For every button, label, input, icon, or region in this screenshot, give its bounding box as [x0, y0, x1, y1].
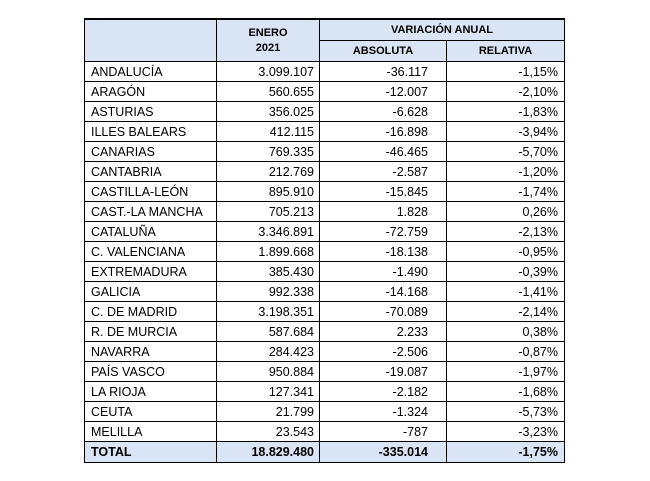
- region-cell: NAVARRA: [85, 342, 217, 362]
- absoluta-value-cell: -335.014: [320, 442, 447, 463]
- absoluta-value-cell: -19.087: [320, 362, 447, 382]
- absoluta-value-cell: 2.233: [320, 322, 447, 342]
- relativa-value-cell: -1,68%: [447, 382, 565, 402]
- table-row: [85, 362, 565, 382]
- absoluta-value-cell: -1.490: [320, 262, 447, 282]
- table-row: [85, 302, 565, 322]
- table-header: [85, 19, 565, 62]
- absoluta-value-cell: -46.465: [320, 142, 447, 162]
- total-row: [85, 442, 565, 463]
- absoluta-value-cell: -70.089: [320, 302, 447, 322]
- enero-2021-column-header: [217, 19, 320, 62]
- table-body: [85, 62, 565, 463]
- region-cell: C. VALENCIANA: [85, 242, 217, 262]
- region-cell: MELILLA: [85, 422, 217, 442]
- absoluta-value-cell: -787: [320, 422, 447, 442]
- relativa-value-cell: -1,15%: [447, 62, 565, 82]
- region-column-header: [85, 19, 217, 62]
- absoluta-value-cell: -72.759: [320, 222, 447, 242]
- relativa-value-cell: -3,94%: [447, 122, 565, 142]
- table-row: [85, 262, 565, 282]
- table-row: [85, 382, 565, 402]
- region-cell: C. DE MADRID: [85, 302, 217, 322]
- region-cell: CATALUÑA: [85, 222, 217, 242]
- enero-value-cell: 356.025: [217, 102, 320, 122]
- relativa-value-cell: -0,39%: [447, 262, 565, 282]
- absoluta-value-cell: 1.828: [320, 202, 447, 222]
- table-row: [85, 242, 565, 262]
- regional-data-table: [84, 18, 565, 463]
- enero-value-cell: 21.799: [217, 402, 320, 422]
- absoluta-column-header: ABSOLUTA: [320, 41, 447, 62]
- enero-value-cell: 769.335: [217, 142, 320, 162]
- enero-value-cell: 3.198.351: [217, 302, 320, 322]
- relativa-value-cell: -2,10%: [447, 82, 565, 102]
- table-row: [85, 82, 565, 102]
- absoluta-value-cell: -14.168: [320, 282, 447, 302]
- relativa-value-cell: -5,73%: [447, 402, 565, 422]
- relativa-value-cell: -0,87%: [447, 342, 565, 362]
- relativa-value-cell: -1,75%: [447, 442, 565, 463]
- region-cell: PAÍS VASCO: [85, 362, 217, 382]
- table-row: [85, 222, 565, 242]
- region-cell: ANDALUCÍA: [85, 62, 217, 82]
- table-row: [85, 102, 565, 122]
- absoluta-value-cell: -18.138: [320, 242, 447, 262]
- enero-value-cell: 1.899.668: [217, 242, 320, 262]
- absoluta-value-cell: -15.845: [320, 182, 447, 202]
- absoluta-value-cell: -16.898: [320, 122, 447, 142]
- region-cell: CASTILLA-LEÓN: [85, 182, 217, 202]
- region-cell: GALICIA: [85, 282, 217, 302]
- region-cell: LA RIOJA: [85, 382, 217, 402]
- relativa-value-cell: -1,20%: [447, 162, 565, 182]
- enero-value-cell: 992.338: [217, 282, 320, 302]
- relativa-value-cell: -2,14%: [447, 302, 565, 322]
- enero-value-cell: 3.346.891: [217, 222, 320, 242]
- absoluta-value-cell: -2.182: [320, 382, 447, 402]
- relativa-value-cell: 0,38%: [447, 322, 565, 342]
- enero-value-cell: 705.213: [217, 202, 320, 222]
- table-row: [85, 182, 565, 202]
- enero-value-cell: 18.829.480: [217, 442, 320, 463]
- region-cell: CEUTA: [85, 402, 217, 422]
- relativa-value-cell: -1,41%: [447, 282, 565, 302]
- relativa-value-cell: -5,70%: [447, 142, 565, 162]
- region-cell: CANTABRIA: [85, 162, 217, 182]
- table-row: [85, 342, 565, 362]
- region-cell: ILLES BALEARS: [85, 122, 217, 142]
- table-row: [85, 122, 565, 142]
- table-row: [85, 202, 565, 222]
- enero-value-cell: 587.684: [217, 322, 320, 342]
- enero-header-year: 2021: [255, 41, 281, 54]
- relativa-value-cell: 0,26%: [447, 202, 565, 222]
- table-row: [85, 142, 565, 162]
- table-row: [85, 322, 565, 342]
- region-cell: ASTURIAS: [85, 102, 217, 122]
- variacion-anual-header: VARIACIÓN ANUAL: [320, 19, 565, 41]
- relativa-value-cell: -3,23%: [447, 422, 565, 442]
- absoluta-value-cell: -1.324: [320, 402, 447, 422]
- enero-value-cell: 385.430: [217, 262, 320, 282]
- enero-header-month: ENERO: [248, 26, 288, 39]
- relativa-value-cell: -1,74%: [447, 182, 565, 202]
- region-cell: TOTAL: [85, 442, 217, 463]
- enero-value-cell: 23.543: [217, 422, 320, 442]
- enero-value-cell: 127.341: [217, 382, 320, 402]
- enero-value-cell: 950.884: [217, 362, 320, 382]
- absoluta-value-cell: -36.117: [320, 62, 447, 82]
- enero-value-cell: 560.655: [217, 82, 320, 102]
- absoluta-value-cell: -2.506: [320, 342, 447, 362]
- table-row: [85, 62, 565, 82]
- enero-value-cell: 284.423: [217, 342, 320, 362]
- relativa-value-cell: -0,95%: [447, 242, 565, 262]
- enero-value-cell: 412.115: [217, 122, 320, 142]
- table-row: [85, 282, 565, 302]
- region-cell: EXTREMADURA: [85, 262, 217, 282]
- region-cell: CANARIAS: [85, 142, 217, 162]
- absoluta-value-cell: -2.587: [320, 162, 447, 182]
- absoluta-value-cell: -6.628: [320, 102, 447, 122]
- region-cell: ARAGÓN: [85, 82, 217, 102]
- relativa-value-cell: -2,13%: [447, 222, 565, 242]
- region-cell: R. DE MURCIA: [85, 322, 217, 342]
- table-row: [85, 402, 565, 422]
- enero-value-cell: 895.910: [217, 182, 320, 202]
- table-row: [85, 422, 565, 442]
- enero-value-cell: 212.769: [217, 162, 320, 182]
- table-row: [85, 162, 565, 182]
- region-cell: CAST.-LA MANCHA: [85, 202, 217, 222]
- relativa-value-cell: -1,83%: [447, 102, 565, 122]
- relativa-value-cell: -1,97%: [447, 362, 565, 382]
- enero-value-cell: 3.099.107: [217, 62, 320, 82]
- absoluta-value-cell: -12.007: [320, 82, 447, 102]
- relativa-column-header: RELATIVA: [447, 41, 565, 62]
